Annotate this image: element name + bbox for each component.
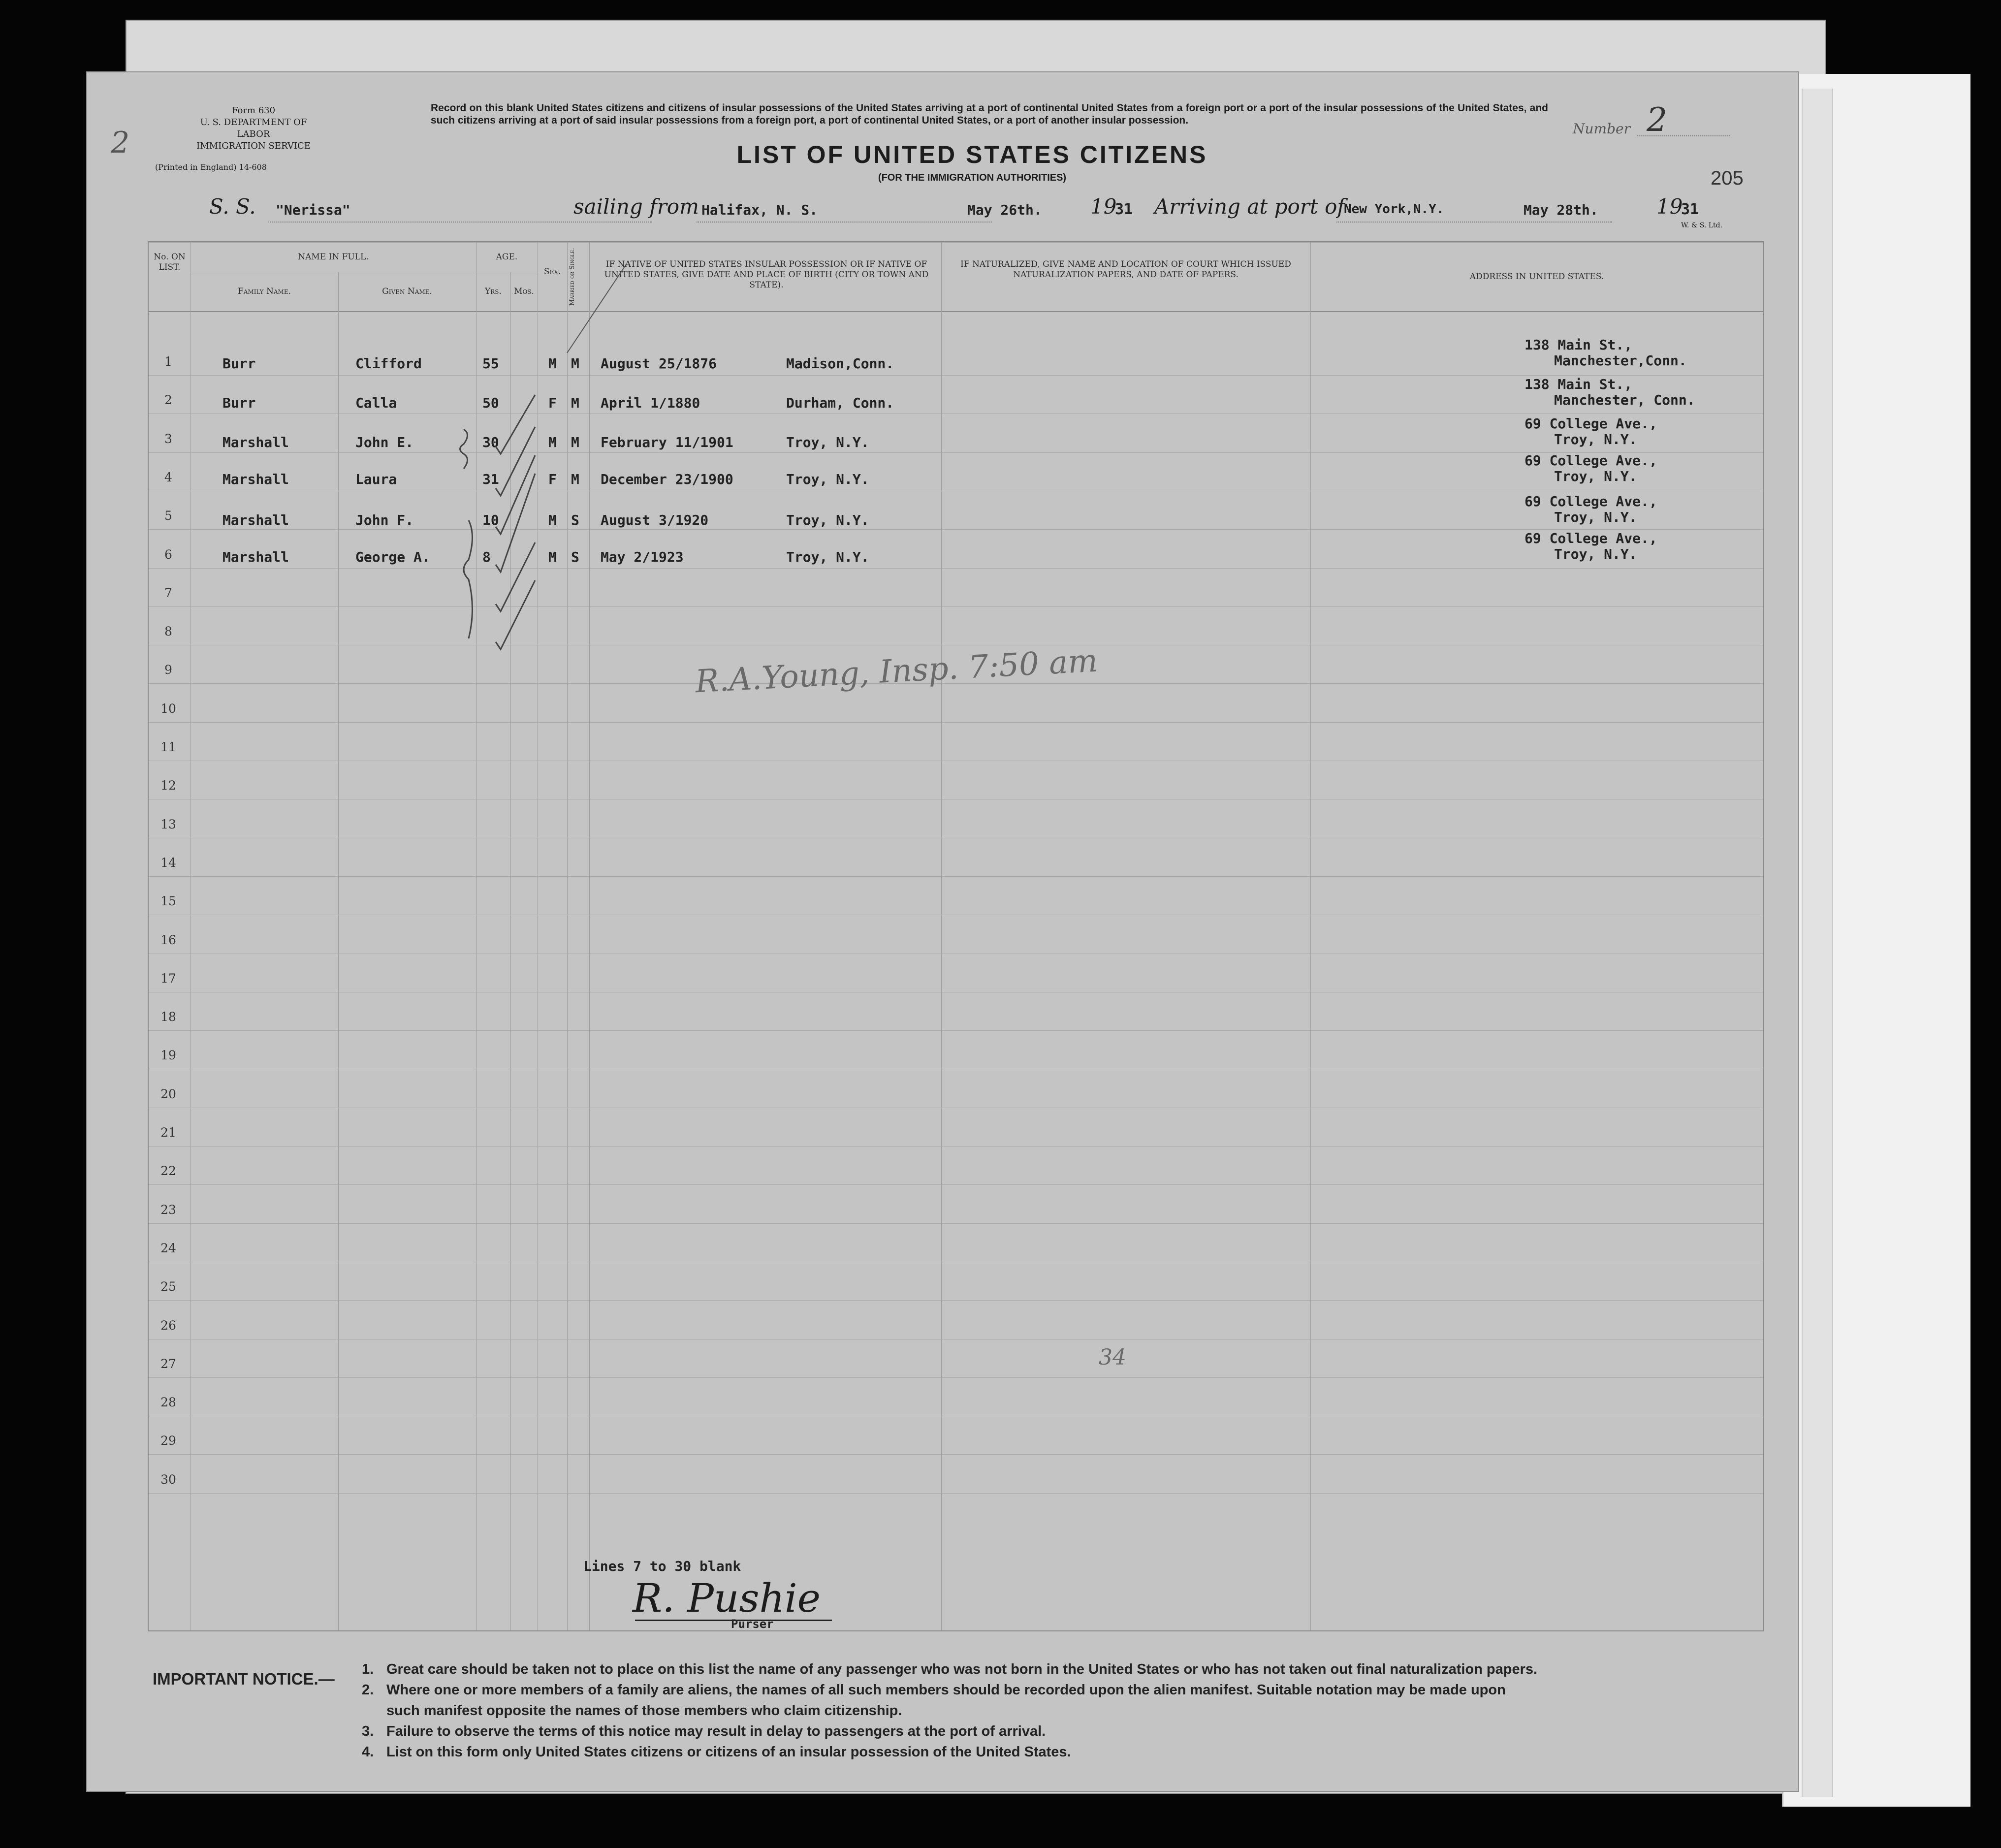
printed-note: (Printed in England) 14-608 xyxy=(155,162,267,172)
check-mark xyxy=(496,427,535,496)
address-line1-cell: 138 Main St., xyxy=(1525,376,1633,392)
given-name-cell: George A. xyxy=(355,549,430,565)
family-name-cell: Marshall xyxy=(222,549,289,565)
given-name-cell: Calla xyxy=(355,395,397,411)
check-mark xyxy=(496,542,535,611)
col-age: AGE. xyxy=(496,252,518,262)
ss-label: S. S. xyxy=(209,194,256,219)
handwritten-number: 2 xyxy=(111,126,130,160)
address-line1-cell: 69 College Ave., xyxy=(1525,415,1657,432)
given-name-cell: Clifford xyxy=(355,355,422,372)
row-number: 2 xyxy=(164,393,172,408)
col-mos: Mos. xyxy=(514,287,534,296)
row-number: 27 xyxy=(160,1356,176,1371)
row-number: 18 xyxy=(160,1010,176,1024)
marital-status-cell: M xyxy=(571,471,579,487)
row-number: 25 xyxy=(160,1279,176,1294)
row-number: 13 xyxy=(160,817,176,831)
given-name-cell: John F. xyxy=(355,512,414,528)
notice-item xyxy=(362,1700,1779,1721)
address-line2-cell: Manchester,Conn. xyxy=(1554,352,1687,369)
notice-item xyxy=(362,1659,1779,1680)
pen-marks xyxy=(149,242,1763,1630)
sex-cell: M xyxy=(548,434,557,450)
page-title: LIST OF UNITED STATES CITIZENS xyxy=(736,141,1208,168)
address-line2-cell: Manchester, Conn. xyxy=(1554,392,1695,408)
birth-place-cell: Troy, N.Y. xyxy=(786,549,869,565)
address-line2-cell: Troy, N.Y. xyxy=(1554,468,1637,484)
row-number: 24 xyxy=(160,1241,176,1255)
family-name-cell: Burr xyxy=(222,355,256,372)
manifest-page xyxy=(86,71,1799,1792)
row-number: 19 xyxy=(160,1048,176,1063)
notice-item xyxy=(362,1721,1779,1742)
address-line2-cell: Troy, N.Y. xyxy=(1554,546,1637,562)
back-sheet-edge xyxy=(1802,89,1833,1797)
row-number: 15 xyxy=(160,894,176,909)
address-line1-cell: 69 College Ave., xyxy=(1525,493,1657,510)
notice-item xyxy=(362,1680,1779,1700)
sex-cell: M xyxy=(548,512,557,528)
col-married: Married or Single. xyxy=(569,248,576,306)
blank-lines-note: Lines 7 to 30 blank xyxy=(583,1558,741,1574)
col-no: No. ON LIST. xyxy=(154,252,186,272)
age-years-cell: 8 xyxy=(482,549,491,565)
marital-status-cell: M xyxy=(571,395,579,411)
year-prefix-2: 19 xyxy=(1656,194,1683,219)
purser-signature: R. Pushie xyxy=(633,1575,821,1621)
arrival-port: New York,N.Y. xyxy=(1344,202,1444,217)
age-years-cell: 55 xyxy=(482,355,499,372)
address-line1-cell: 69 College Ave., xyxy=(1525,530,1657,546)
number-label: Number xyxy=(1573,121,1630,137)
notice-number: 4. xyxy=(362,1744,374,1760)
from-port: Halifax, N. S. xyxy=(701,202,818,218)
form-header xyxy=(185,105,322,152)
col-family-name: Family Name. xyxy=(237,287,291,296)
age-years-cell: 10 xyxy=(482,512,499,528)
sail-date: May 26th. xyxy=(967,202,1042,218)
col-address: ADDRESS IN UNITED STATES. xyxy=(1469,272,1604,282)
row-number: 7 xyxy=(164,585,172,600)
birth-date-cell: December 23/1900 xyxy=(601,471,733,487)
row-number: 28 xyxy=(160,1395,176,1410)
sailing-label: sailing from xyxy=(573,194,699,219)
row-number: 29 xyxy=(160,1434,176,1448)
birth-place-cell: Durham, Conn. xyxy=(786,395,894,411)
row-number: 10 xyxy=(160,701,176,716)
age-years-cell: 30 xyxy=(482,434,499,450)
check-mark xyxy=(496,474,535,572)
from-line xyxy=(697,222,992,223)
check-mark xyxy=(496,395,535,454)
marital-status-cell: M xyxy=(571,355,579,372)
form-number: Form 630 xyxy=(231,105,276,116)
notice-text: such manifest opposite the names of those members who claim citizenship. xyxy=(386,1703,902,1719)
row-number: 11 xyxy=(160,740,176,754)
address-line1-cell: 138 Main St., xyxy=(1525,337,1633,353)
sex-cell: M xyxy=(548,355,557,372)
row-number: 22 xyxy=(160,1164,176,1179)
family-name-cell: Marshall xyxy=(222,434,289,450)
family-name-cell: Marshall xyxy=(222,512,289,528)
family-name-cell: Marshall xyxy=(222,471,289,487)
department: U. S. DEPARTMENT OF LABOR xyxy=(200,117,307,139)
birth-date-cell: February 11/1901 xyxy=(601,434,733,450)
row-number: 30 xyxy=(160,1472,176,1487)
row-number: 4 xyxy=(164,470,172,484)
row-number: 16 xyxy=(160,932,176,947)
page-subtitle: (FOR THE IMMIGRATION AUTHORITIES) xyxy=(878,172,1067,183)
row-number: 21 xyxy=(160,1125,176,1140)
ship-line xyxy=(268,222,652,223)
marital-status-cell: S xyxy=(571,512,579,528)
row-number: 17 xyxy=(160,971,176,986)
year-prefix-1: 19 xyxy=(1090,194,1117,219)
family-bracket xyxy=(464,520,473,638)
row-number: 12 xyxy=(160,778,176,793)
address-line1-cell: 69 College Ave., xyxy=(1525,452,1657,469)
sex-cell: F xyxy=(548,471,557,487)
given-name-cell: Laura xyxy=(355,471,397,487)
col-birth: IF NATIVE OF UNITED STATES INSULAR POSSESSION OR IF NATIVE OF UNITED STATES, GIVE DATE AND PLACE OF BIRTH (CITY OR TOWN AND STATE). xyxy=(604,259,929,290)
marital-status-cell: S xyxy=(571,549,579,565)
notice-number: 2. xyxy=(362,1682,374,1698)
page-number: 205 xyxy=(1711,167,1744,189)
notice-text: Great care should be taken not to place on this list the name of any passenger who was not born in the United States or who has not taken out final naturalization papers. xyxy=(386,1661,1538,1677)
row-number: 20 xyxy=(160,1086,176,1101)
notice-label: IMPORTANT NOTICE.— xyxy=(153,1670,335,1688)
address-line2-cell: Troy, N.Y. xyxy=(1554,431,1637,447)
number-value: 2 xyxy=(1647,101,1667,139)
row-number: 6 xyxy=(164,547,172,562)
printer-mark: W. & S. Ltd. xyxy=(1681,222,1723,229)
purser-title: Purser xyxy=(731,1617,774,1631)
row-number: 3 xyxy=(164,431,172,446)
service: IMMIGRATION SERVICE xyxy=(196,141,311,151)
marital-status-cell: M xyxy=(571,434,579,450)
year-suffix-2: 31 xyxy=(1681,201,1699,218)
birth-date-cell: August 25/1876 xyxy=(601,355,717,372)
check-mark xyxy=(567,264,626,353)
row-number: 23 xyxy=(160,1202,176,1217)
birth-date-cell: April 1/1880 xyxy=(601,395,700,411)
row-number: 1 xyxy=(164,354,172,369)
birth-place-cell: Madison,Conn. xyxy=(786,355,894,372)
year-suffix-1: 31 xyxy=(1115,201,1133,218)
col-given-name: Given Name. xyxy=(382,287,432,296)
family-bracket xyxy=(460,429,468,469)
inspector-note: R.A.Young, Insp. 7:50 am xyxy=(694,642,1099,701)
sex-cell: F xyxy=(548,395,557,411)
passenger-table xyxy=(148,241,1764,1631)
given-name-cell: John E. xyxy=(355,434,414,450)
birth-date-cell: May 2/1923 xyxy=(601,549,684,565)
address-line2-cell: Troy, N.Y. xyxy=(1554,509,1637,525)
col-sex: Sex. xyxy=(543,267,561,277)
birth-place-cell: Troy, N.Y. xyxy=(786,434,869,450)
notice-text: Failure to observe the terms of this notice may result in delay to passengers at the port of arrival. xyxy=(386,1723,1046,1739)
col-naturalized: IF NATURALIZED, GIVE NAME AND LOCATION OF COURT WHICH ISSUED NATURALIZATION PAPERS, AND DATE OF PAPERS. xyxy=(960,259,1291,280)
arrival-line xyxy=(1336,222,1612,223)
count-note: 34 xyxy=(1099,1345,1126,1370)
age-years-cell: 50 xyxy=(482,395,499,411)
notice-text: List on this form only United States citizens or citizens of an insular possession of the United States. xyxy=(386,1744,1071,1760)
row-number: 5 xyxy=(164,509,172,523)
row-number: 14 xyxy=(160,855,176,870)
notice-list xyxy=(362,1659,1779,1762)
ship-name: "Nerissa" xyxy=(276,202,350,218)
notice-number: 1. xyxy=(362,1661,374,1677)
birth-place-cell: Troy, N.Y. xyxy=(786,512,869,528)
check-mark xyxy=(496,580,535,649)
birth-place-cell: Troy, N.Y. xyxy=(786,471,869,487)
instructions: Record on this blank United States citizens and citizens of insular possessions of the United States arriving at a port of continental United States from a foreign port or a port of the insular possessions of the United States, and such citizens arriving at a port of said insular possessions from a foreign port, a port of continental United States, or a port of another insular possession. xyxy=(431,102,1548,126)
row-number: 26 xyxy=(160,1318,176,1333)
row-number: 9 xyxy=(164,663,172,677)
notice-text: Where one or more members of a family are aliens, the names of all such members should be recorded upon the alien manifest. Suitable notation may be made upon xyxy=(386,1682,1506,1698)
row-number: 8 xyxy=(164,624,172,639)
sex-cell: M xyxy=(548,549,557,565)
arriving-label: Arriving at port of xyxy=(1154,194,1345,219)
col-yrs: Yrs. xyxy=(485,287,502,296)
family-name-cell: Burr xyxy=(222,395,256,411)
birth-date-cell: August 3/1920 xyxy=(601,512,709,528)
age-years-cell: 31 xyxy=(482,471,499,487)
notice-item xyxy=(362,1742,1779,1762)
col-name-in-full: NAME IN FULL. xyxy=(298,252,369,262)
notice-number: 3. xyxy=(362,1723,374,1739)
arrival-date: May 28th. xyxy=(1524,202,1598,218)
